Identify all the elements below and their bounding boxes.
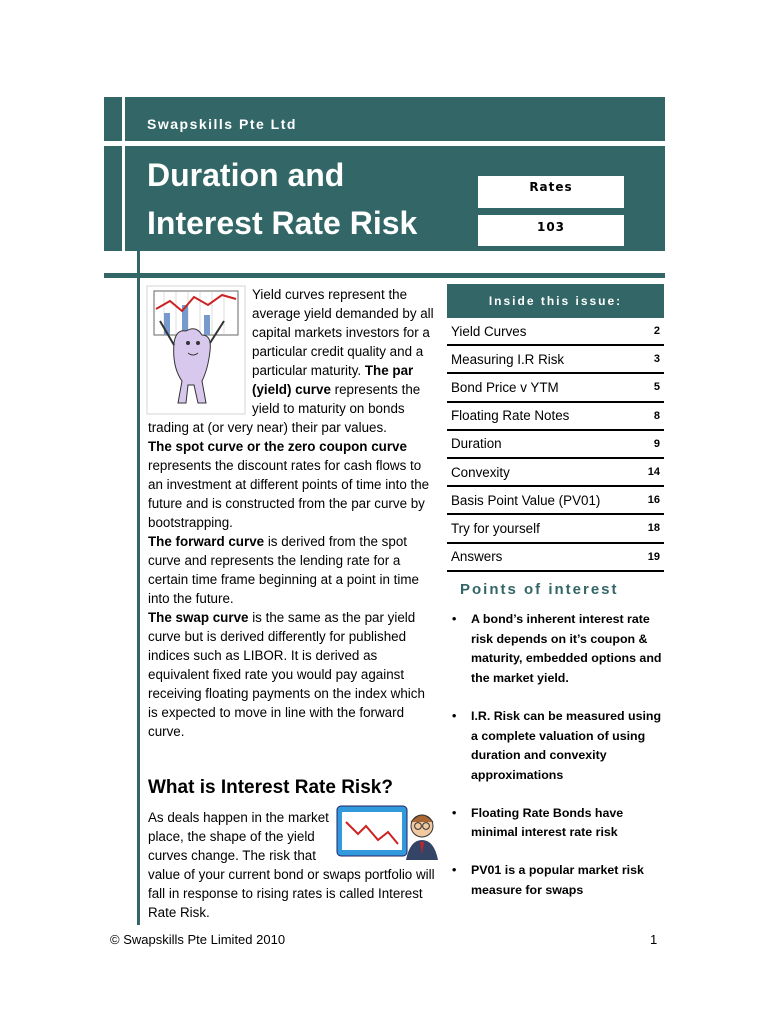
series-label: Rates — [478, 176, 624, 208]
toc-item-page: 18 — [647, 522, 660, 535]
footer-copyright: © Swapskills Pte Limited 2010 — [110, 932, 286, 947]
toc-item-page: 5 — [653, 381, 660, 394]
point-text: PV01 is a popular market risk measure for swaps — [471, 863, 644, 897]
bullet-icon: • — [452, 612, 457, 626]
bullet-icon: • — [452, 708, 457, 723]
toc-item[interactable] — [447, 318, 664, 346]
toc-item-page: 9 — [653, 437, 660, 450]
section-heading: What is Interest Rate Risk? — [148, 777, 393, 798]
toc-item[interactable] — [447, 487, 664, 515]
toc-item[interactable] — [447, 459, 664, 487]
forward-curve-text: is derived from the spot curve and represents the lending rate for a certain time frame beginning at a point in time into the future. — [148, 534, 419, 606]
list-item — [452, 804, 662, 843]
toc-item-label: Floating Rate Notes — [451, 408, 570, 424]
banner-divider — [122, 146, 125, 251]
toc-item[interactable] — [447, 431, 664, 459]
toc-item-label: Convexity — [451, 464, 510, 480]
horizontal-rule — [104, 273, 665, 278]
spot-curve-label: The spot curve or the zero coupon curve — [148, 439, 407, 454]
ir-text: As deals happen in the market place, the shape of the yield curves change. The risk that value of your current bond or swaps portfolio will fall in response to rising rates is called Interest Rate Risk. — [148, 810, 435, 920]
page-title — [147, 151, 487, 247]
toc-item-label: Measuring I.R Risk — [451, 351, 565, 367]
intro-text: Yield curves represent the average yield demanded by all capital markets investors for a particular credit quality and a particular maturity. — [252, 287, 434, 378]
par-curve-label: The par (yield) curve — [252, 363, 414, 397]
article-body — [148, 285, 436, 741]
points-list — [452, 610, 662, 918]
point-text: Floating Rate Bonds have minimal interest rate risk — [471, 805, 624, 840]
list-item — [452, 610, 662, 689]
swap-curve-text: is the same as the par yield curve but is derived differently for published indices such as LIBOR. It is derived as equivalent fixed rate you would pay against receiving floating payments on the index which is expected to move in line with the forward curve. — [148, 610, 425, 739]
toc-item-page: 16 — [647, 494, 660, 507]
issue-number: 103 — [478, 215, 624, 246]
list-item — [452, 707, 662, 786]
bullet-icon: • — [452, 863, 457, 878]
toc-item[interactable] — [447, 374, 664, 402]
forward-curve-label: The forward curve — [148, 534, 265, 549]
point-text: I.R. Risk can be measured using a complete valuation of using duration and convexity approximations — [471, 708, 662, 782]
banner-divider — [122, 97, 125, 141]
toc-item[interactable] — [447, 544, 664, 572]
toc-item-label: Bond Price v YTM — [451, 379, 559, 395]
toc-item-label: Yield Curves — [451, 323, 527, 339]
footer-page-number: 1 — [650, 932, 658, 947]
title-line-2: Interest Rate Risk — [147, 205, 418, 241]
toc-item-label: Answers — [451, 549, 503, 565]
par-curve-text: represents the yield to maturity on bonds trading at (or very near) their par values. — [148, 382, 421, 435]
toc-item[interactable] — [447, 403, 664, 431]
ir-paragraph — [148, 808, 438, 922]
toc-item-page: 19 — [647, 550, 660, 563]
table-of-contents — [447, 318, 664, 572]
forward-paragraph — [148, 532, 436, 608]
title-line-1: Duration and — [147, 157, 345, 193]
point-text: A bond’s inherent interest rate risk depends on it’s coupon & maturity, embedded options and the market yield. — [471, 612, 662, 686]
swap-curve-label: The swap curve — [148, 610, 249, 625]
list-item — [452, 861, 662, 900]
analyst-with-chart-icon — [336, 804, 440, 860]
toc-item[interactable] — [447, 346, 664, 374]
toc-heading: Inside this issue: — [447, 284, 664, 318]
toc-item-page: 8 — [653, 409, 660, 422]
spot-paragraph — [148, 437, 436, 532]
bullet-icon: • — [452, 805, 457, 820]
toc-item-label: Basis Point Value (PV01) — [451, 492, 601, 508]
vertical-rule — [137, 251, 140, 925]
person-holding-chart-icon — [146, 285, 246, 415]
toc-item-page: 2 — [653, 325, 660, 338]
company-name: Swapskills Pte Ltd — [147, 116, 297, 132]
points-heading: Points of interest — [460, 581, 619, 598]
toc-item-page: 3 — [653, 353, 660, 366]
swap-paragraph — [148, 608, 436, 741]
toc-item-label: Duration — [451, 436, 502, 452]
spot-curve-text: represents the discount rates for cash flows to an investment at different points of time into the future and is constructed from the par curve by bootstrapping. — [148, 458, 430, 530]
toc-item-page: 14 — [647, 466, 660, 479]
toc-item-label: Try for yourself — [451, 520, 540, 536]
toc-item[interactable] — [447, 515, 664, 543]
